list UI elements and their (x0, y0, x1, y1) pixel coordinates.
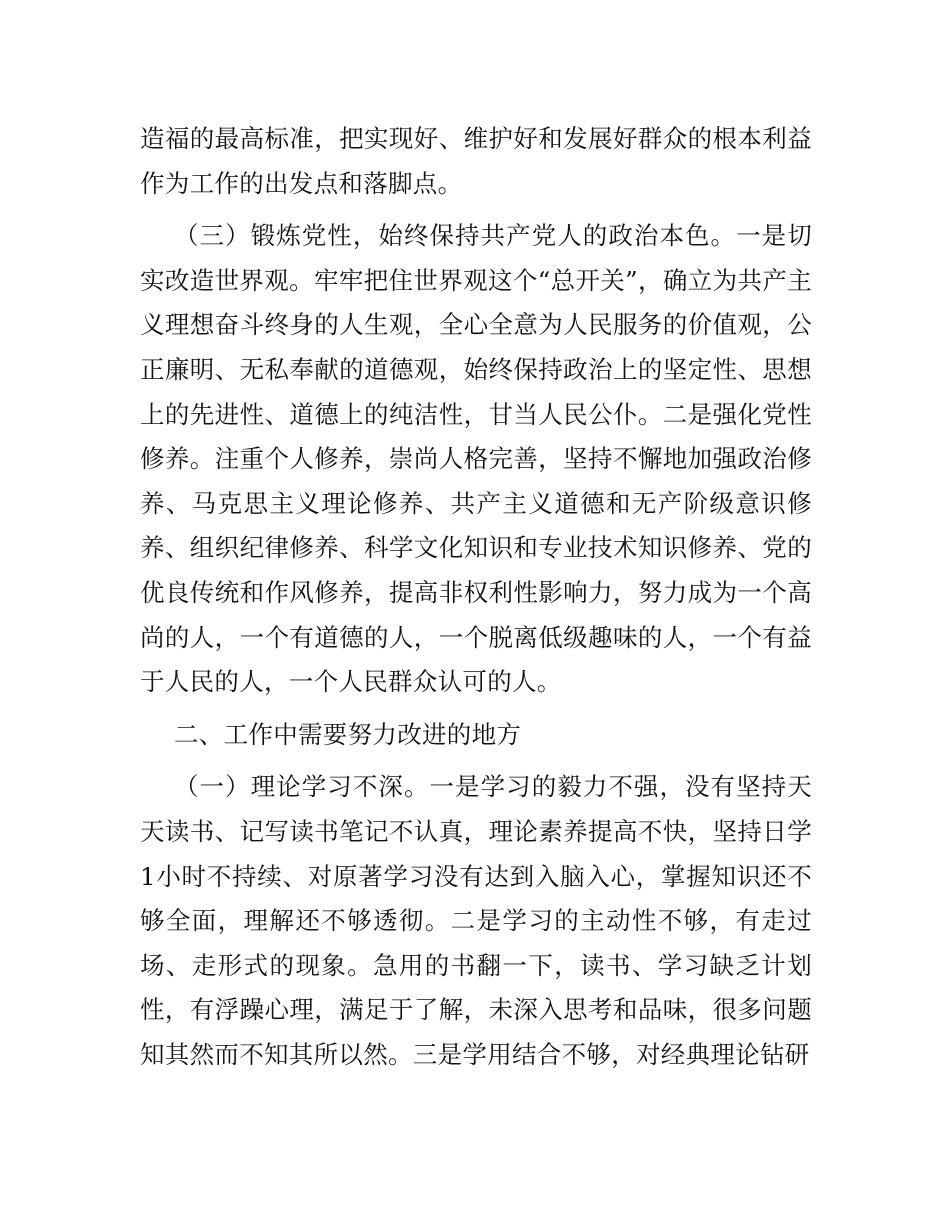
document-body (140, 117, 812, 1085)
section-heading-two: 二、工作中需要努力改进的地方 (174, 719, 522, 749)
paragraph-continuation: 造福的最高标准，把实现好、维护好和发展好群众的根本利益作为工作的出发点和落脚点。 (140, 124, 812, 198)
paragraph-theory-study: （一）理论学习不深。一是学习的毅力不强，没有坚持天天读书、记写读书笔记不认真，理论素养提高不快，坚持日学1小时不持续、对原著学习没有达到入脑入心，掌握知识还不够全面，理解还不够透彻。二是学习的主动性不够，有走过场、走形式的现象。急用的书翻一下，读书、学习缺乏计划性，有浮躁心理，满足于了解，未深入思考和品味，很多问题知其然而不知其所以然。三是学用结合不够，对经典理论钻研 (140, 772, 812, 1069)
paragraph-section-three: （三）锻炼党性，始终保持共产党人的政治本色。一是切实改造世界观。牢牢把住世界观这个“总开关”，确立为共产主义理想奋斗终身的人生观，全心全意为人民服务的价值观，公正廉明、无私奉献的道德观，始终保持政治上的坚定性、思想上的先进性、道德上的纯洁性，甘当人民公仆。二是强化党性修养。注重个人修养，崇尚人格完善，坚持不懈地加强政治修养、马克思主义理论修养、共产主义道德和无产阶级意识修养、组织纪律修养、科学文化知识和专业技术知识修养、党的优良传统和作风修养，提高非权利性影响力，努力成为一个高尚的人，一个有道德的人，一个脱离低级趣味的人，一个有益于人民的人，一个人民群众认可的人。 (140, 221, 812, 697)
